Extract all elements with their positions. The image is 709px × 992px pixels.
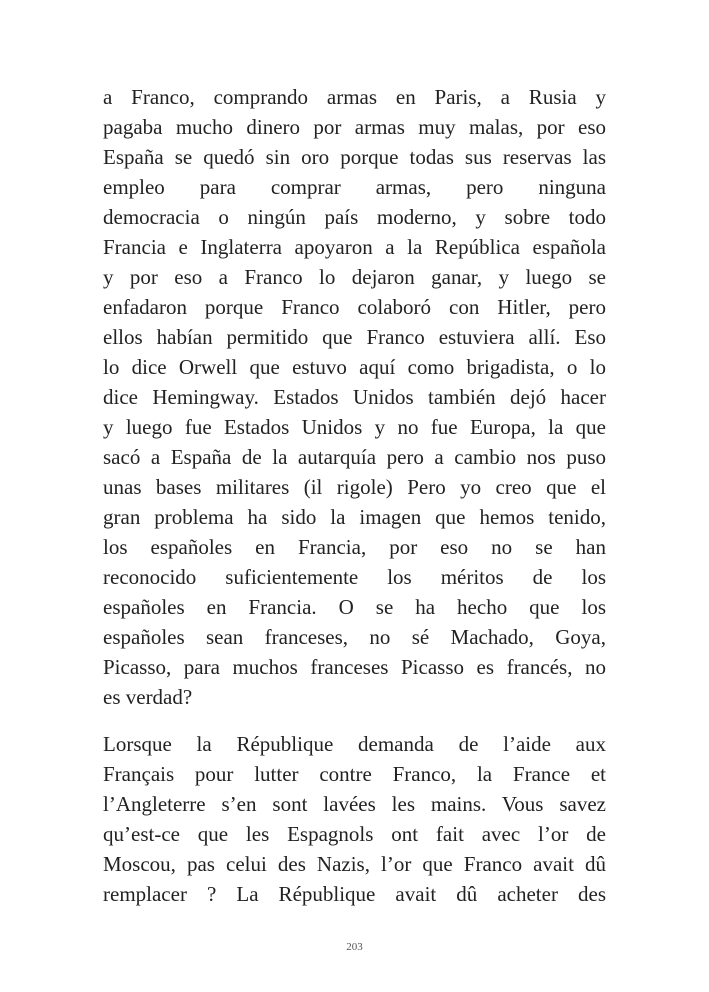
text-line: democracia o ningún país moderno, y sobre todo bbox=[103, 205, 606, 229]
text-line: Lorsque la République demanda de l’aide aux bbox=[103, 732, 606, 756]
paragraph-french bbox=[103, 729, 606, 909]
text-line: pagaba mucho dinero por armas muy malas, por eso bbox=[103, 115, 606, 139]
text-line: los españoles en Francia, por eso no se han bbox=[103, 535, 606, 559]
text-line: dice Hemingway. Estados Unidos también dejó hacer bbox=[103, 385, 606, 409]
text-line: Francia e Inglaterra apoyaron a la República española bbox=[103, 235, 606, 259]
text-line: enfadaron porque Franco colaboró con Hitler, pero bbox=[103, 295, 606, 319]
text-line: españoles en Francia. O se ha hecho que los bbox=[103, 595, 606, 619]
text-line: qu’est-ce que les Espagnols ont fait avec l’or de bbox=[103, 822, 606, 846]
text-line: y por eso a Franco lo dejaron ganar, y luego se bbox=[103, 265, 606, 289]
page-number: 203 bbox=[346, 941, 363, 953]
text-line: y luego fue Estados Unidos y no fue Europa, la que bbox=[103, 415, 606, 439]
text-line: l’Angleterre s’en sont lavées les mains. Vous savez bbox=[103, 792, 606, 816]
text-line: España se quedó sin oro porque todas sus reservas las bbox=[103, 145, 606, 169]
text-line: sacó a España de la autarquía pero a cambio nos puso bbox=[103, 445, 606, 469]
text-line: es verdad? bbox=[103, 685, 193, 709]
paragraph-spanish bbox=[103, 82, 606, 712]
text-line: gran problema ha sido la imagen que hemos tenido, bbox=[103, 505, 606, 529]
text-line: Picasso, para muchos franceses Picasso es francés, no bbox=[103, 655, 606, 679]
text-line: reconocido suficientemente los méritos de los bbox=[103, 565, 606, 589]
text-line: ellos habían permitido que Franco estuviera allí. Eso bbox=[103, 325, 606, 349]
text-line: unas bases militares (il rigole) Pero yo creo que el bbox=[103, 475, 606, 499]
text-line: Moscou, pas celui des Nazis, l’or que Franco avait dû bbox=[103, 852, 606, 876]
text-line: españoles sean franceses, no sé Machado, Goya, bbox=[103, 625, 606, 649]
text-line: remplacer ? La République avait dû acheter des bbox=[103, 882, 606, 906]
text-line: a Franco, comprando armas en Paris, a Rusia y bbox=[103, 85, 606, 109]
text-line: Français pour lutter contre Franco, la France et bbox=[103, 762, 606, 786]
text-line: lo dice Orwell que estuvo aquí como brigadista, o lo bbox=[103, 355, 606, 379]
text-line: empleo para comprar armas, pero ninguna bbox=[103, 175, 606, 199]
